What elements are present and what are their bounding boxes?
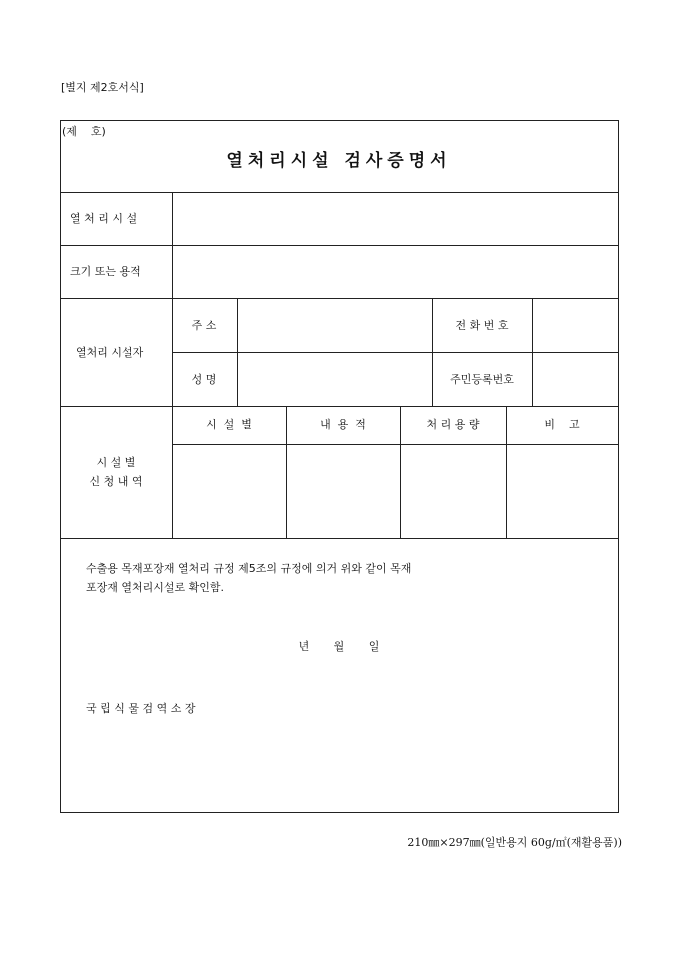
divider xyxy=(400,406,401,538)
issuer: 국 립 식 물 검 역 소 장 xyxy=(86,702,196,715)
divider xyxy=(172,444,619,445)
column-header-volume: 내 용 적 xyxy=(320,418,366,431)
statement-line1: 수출용 목재포장재 열처리 규정 제5조의 규정에 의거 위와 같이 목재 xyxy=(86,562,412,575)
form-label: [별지 제2호서식] xyxy=(61,81,144,94)
certification-statement xyxy=(86,559,411,597)
divider xyxy=(432,298,433,406)
date-line: 년 월 일 xyxy=(298,640,380,653)
divider xyxy=(60,245,619,246)
certificate-number: (제 호) xyxy=(62,125,106,138)
paper-spec: 210㎜×297㎜(일반용지 60g/㎡(재활용품)) xyxy=(407,836,622,849)
column-header-remarks: 비 고 xyxy=(544,418,580,431)
label-phone: 전 화 번 호 xyxy=(455,319,509,332)
label-name: 성 명 xyxy=(191,373,217,386)
label-facility: 열 처 리 시 설 xyxy=(70,212,138,225)
label-application-line1: 시 설 별 xyxy=(96,456,136,469)
divider xyxy=(532,298,533,406)
divider xyxy=(286,406,287,538)
divider xyxy=(60,538,619,539)
statement-line2: 포장재 열처리시설로 확인함. xyxy=(86,581,225,594)
divider xyxy=(506,406,507,538)
page-title: 열처리시설 검사증명서 xyxy=(226,151,452,171)
divider xyxy=(172,192,173,538)
label-operator: 열처리 시설자 xyxy=(76,346,144,359)
column-header-capacity: 처 리 용 량 xyxy=(426,418,480,431)
divider xyxy=(60,298,619,299)
column-header-facility: 시 설 별 xyxy=(206,418,252,431)
label-application-line2: 신 청 내 역 xyxy=(89,475,143,488)
divider xyxy=(237,298,238,406)
label-resident-number: 주민등록번호 xyxy=(450,373,514,386)
divider xyxy=(172,352,619,353)
divider xyxy=(60,192,619,193)
divider xyxy=(60,406,619,407)
label-address: 주 소 xyxy=(191,319,217,332)
label-size: 크기 또는 용적 xyxy=(70,265,141,278)
label-application-details xyxy=(72,453,160,491)
